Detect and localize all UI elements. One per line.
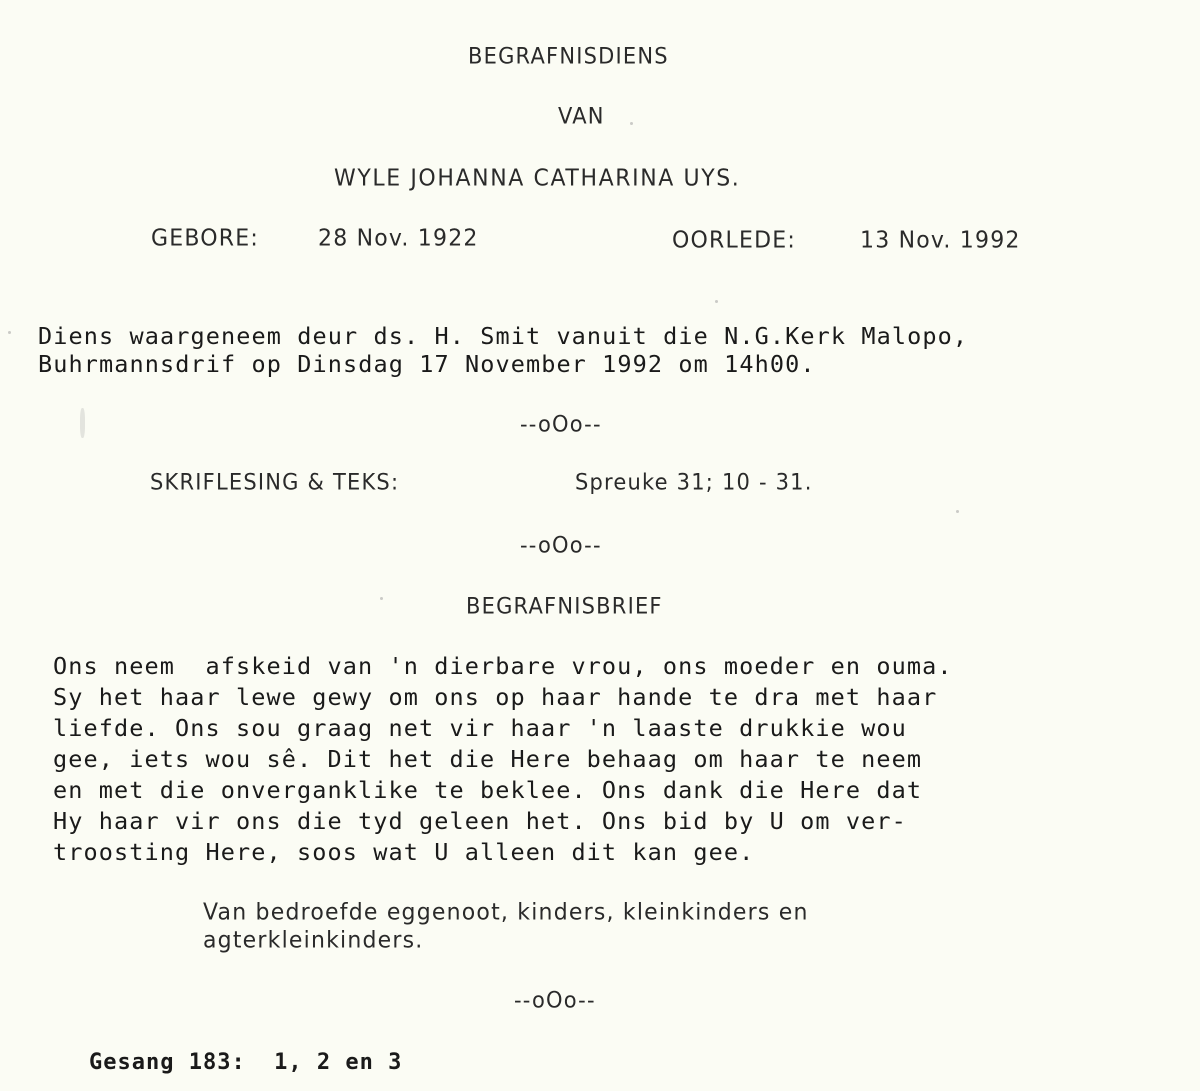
signoff-line: agterkleinkinders. (203, 927, 424, 954)
paper-speck (8, 331, 11, 334)
letter-line: gee, iets wou sê. Dit het die Here behaag om haar te neem (53, 745, 923, 773)
service-line-2: Buhrmannsdrif op Dinsdag 17 November 1992 om 14h00. (38, 350, 816, 378)
scripture-label: SKRIFLESING & TEKS: (150, 469, 400, 495)
died-date: 13 Nov. 1992 (860, 227, 1021, 254)
deceased-name: WYLE JOHANNA CATHARINA UYS. (334, 165, 741, 192)
letter-line: troosting Here, soos wat U alleen dit kan gee. (53, 838, 755, 866)
scripture-reference: Spreuke 31; 10 - 31. (575, 469, 813, 495)
separator: --oOo-- (520, 532, 602, 558)
separator: --oOo-- (520, 411, 602, 437)
van-label: VAN (558, 103, 605, 129)
letter-line: en met die onverganklike te beklee. Ons dank die Here dat (53, 776, 923, 804)
died-label: OORLEDE: (672, 227, 796, 254)
paper-speck (715, 300, 718, 303)
document-title: BEGRAFNISDIENS (468, 43, 669, 69)
signoff-line: Van bedroefde eggenoot, kinders, kleinkinders en (203, 899, 809, 926)
letter-title: BEGRAFNISBRIEF (466, 593, 663, 619)
paper-speck (630, 122, 633, 125)
paper-speck (80, 408, 85, 438)
letter-line: liefde. Ons sou graag net vir haar 'n laaste drukkie wou (53, 714, 907, 742)
service-line-1: Diens waargeneem deur ds. H. Smit vanuit die N.G.Kerk Malopo, (38, 322, 969, 350)
paper-speck (956, 510, 959, 513)
letter-line: Sy het haar lewe gewy om ons op haar hande te dra met haar (53, 683, 938, 711)
hymn: Gesang 183: 1, 2 en 3 (89, 1050, 403, 1075)
letter-line: Hy haar vir ons die tyd geleen het. Ons bid by U om ver- (53, 807, 907, 835)
letter-line: Ons neem afskeid van 'n dierbare vrou, ons moeder en ouma. (53, 652, 953, 680)
paper-speck (380, 597, 383, 600)
separator: --oOo-- (514, 987, 596, 1013)
born-date: 28 Nov. 1922 (318, 225, 479, 252)
born-label: GEBORE: (151, 225, 259, 252)
